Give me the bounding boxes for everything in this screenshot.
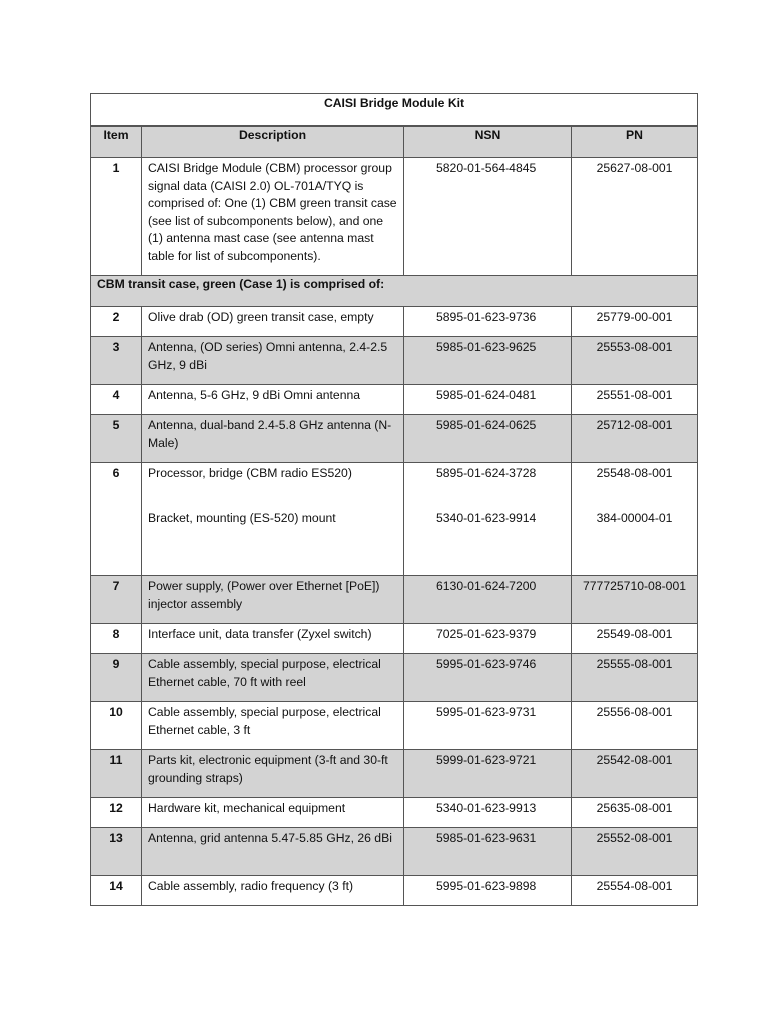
item-nsn-text: 5340-01-623-9913 — [436, 801, 537, 815]
header-pn: PN — [572, 126, 698, 158]
table-row — [91, 654, 698, 702]
item-pn-text: 25779-00-001 — [596, 310, 673, 324]
table-row — [91, 750, 698, 798]
item-number — [91, 798, 142, 828]
item-nsn-text: 5995-01-623-9731 — [436, 705, 537, 719]
item-nsn-text: 7025-01-623-9379 — [436, 627, 537, 641]
item-pn-text: 25712-08-001 — [596, 418, 673, 432]
item-nsn-sub-text: 5340-01-623-9914 — [436, 510, 537, 525]
item-description-text: Antenna, (OD series) Omni antenna, 2.4-2.5 GHz, 9 dBi — [148, 340, 388, 372]
item-nsn-text: 5985-01-623-9625 — [436, 340, 537, 354]
item-pn — [572, 624, 698, 654]
table-row — [91, 158, 698, 276]
caisi-kit-table — [90, 93, 698, 906]
item-pn-text: 25635-08-001 — [596, 801, 673, 815]
item-description — [142, 624, 404, 654]
item-description: CAISI Bridge Module (CBM) processor group signal data (CAISI 2.0) OL-701A/TYQ is comprised of: One (1) CBM green transit case (see list of subcomponents below), and one (1) antenna mast case (see antenna mast table for list of subcomponents). — [142, 158, 404, 276]
item-description — [142, 798, 404, 828]
item-nsn-text: 5895-01-624-3728 — [436, 466, 537, 480]
item-nsn: 5820-01-564-4845 — [404, 158, 572, 276]
item-number-text: 7 — [112, 579, 120, 593]
item-number — [91, 415, 142, 463]
item-pn — [572, 415, 698, 463]
item-number — [91, 828, 142, 876]
item-pn: 25627-08-001 — [572, 158, 698, 276]
table-row — [91, 624, 698, 654]
item-number-text: 2 — [112, 310, 120, 324]
item-nsn-text: 5985-01-624-0625 — [436, 418, 537, 432]
item-description-text: Processor, bridge (CBM radio ES520) — [148, 466, 352, 480]
item-pn — [572, 385, 698, 415]
table-row — [91, 798, 698, 828]
header-item: Item — [91, 126, 142, 158]
item-description — [142, 463, 404, 576]
item-pn — [572, 798, 698, 828]
item-description — [142, 654, 404, 702]
item-description-text: Parts kit, electronic equipment (3-ft and 30-ft grounding straps) — [148, 753, 388, 785]
table-title: CAISI Bridge Module Kit — [91, 94, 698, 127]
table-row — [91, 702, 698, 750]
item-number — [91, 576, 142, 624]
item-nsn — [404, 798, 572, 828]
item-description — [142, 750, 404, 798]
item-nsn-text: 6130-01-624-7200 — [436, 579, 537, 593]
item-nsn — [404, 463, 572, 576]
item-pn — [572, 702, 698, 750]
item-pn — [572, 576, 698, 624]
item-nsn-text: 5995-01-623-9746 — [436, 657, 537, 671]
header-description: Description — [142, 126, 404, 158]
item-number — [91, 385, 142, 415]
table-row — [91, 307, 698, 337]
header-row — [91, 126, 698, 158]
item-number — [91, 307, 142, 337]
item-number-text: 9 — [112, 657, 120, 671]
item-number-text: 8 — [112, 627, 120, 641]
table-row — [91, 828, 698, 876]
item-nsn — [404, 702, 572, 750]
item-description — [142, 576, 404, 624]
item-number-text: 5 — [112, 418, 120, 432]
table-row — [91, 337, 698, 385]
item-description-text: Cable assembly, special purpose, electrical Ethernet cable, 3 ft — [148, 705, 381, 737]
item-number — [91, 624, 142, 654]
item-number-text: 4 — [112, 388, 120, 402]
item-number-text: 10 — [109, 705, 123, 719]
item-pn-text: 25542-08-001 — [596, 753, 673, 767]
section-row — [91, 276, 698, 307]
item-pn — [572, 337, 698, 385]
item-description — [142, 307, 404, 337]
item-nsn-text: 5995-01-623-9898 — [436, 879, 537, 893]
item-number: 1 — [91, 158, 142, 276]
item-number-text: 14 — [109, 879, 123, 893]
item-description — [142, 702, 404, 750]
item-nsn — [404, 576, 572, 624]
item-nsn-text: 5895-01-623-9736 — [436, 310, 537, 324]
item-pn — [572, 876, 698, 906]
item-nsn — [404, 876, 572, 906]
item-pn — [572, 750, 698, 798]
item-number — [91, 702, 142, 750]
item-number — [91, 750, 142, 798]
item-pn-text: 25551-08-001 — [596, 388, 673, 402]
table-row — [91, 463, 698, 576]
item-nsn — [404, 337, 572, 385]
item-nsn-text: 5999-01-623-9721 — [436, 753, 537, 767]
item-pn-text: 25552-08-001 — [596, 831, 673, 845]
item-description — [142, 876, 404, 906]
item-number-text: 11 — [109, 753, 123, 767]
item-pn-sub-text: 384-00004-01 — [596, 510, 673, 525]
item-nsn — [404, 828, 572, 876]
item-pn — [572, 307, 698, 337]
item-description-text: Cable assembly, radio frequency (3 ft) — [148, 879, 354, 893]
item-number — [91, 876, 142, 906]
item-number-text: 6 — [112, 466, 120, 480]
item-pn — [572, 654, 698, 702]
item-nsn — [404, 750, 572, 798]
table-row — [91, 876, 698, 906]
header-nsn: NSN — [404, 126, 572, 158]
item-nsn — [404, 385, 572, 415]
item-description — [142, 415, 404, 463]
item-pn — [572, 463, 698, 576]
item-number — [91, 654, 142, 702]
item-description — [142, 337, 404, 385]
item-nsn-text: 5985-01-624-0481 — [436, 388, 537, 402]
item-pn-text: 25548-08-001 — [596, 466, 673, 480]
item-description-text: Olive drab (OD) green transit case, empty — [148, 310, 374, 324]
item-number-text: 12 — [109, 801, 123, 815]
item-pn-text: 25553-08-001 — [596, 340, 673, 354]
item-nsn — [404, 415, 572, 463]
item-pn-text: 777725710-08-001 — [583, 579, 687, 593]
table-row — [91, 385, 698, 415]
item-description — [142, 385, 404, 415]
item-pn-text: 25554-08-001 — [596, 879, 673, 893]
item-description — [142, 828, 404, 876]
item-number — [91, 463, 142, 576]
item-description-sub-text: Bracket, mounting (ES-520) mount — [148, 510, 336, 525]
item-description-text: Cable assembly, special purpose, electrical Ethernet cable, 70 ft with reel — [148, 657, 381, 689]
item-description-text: Antenna, dual-band 2.4-5.8 GHz antenna (N-Male) — [148, 418, 392, 450]
item-description-text: Power supply, (Power over Ethernet [PoE]) injector assembly — [148, 579, 380, 611]
item-number — [91, 337, 142, 385]
item-number-text: 13 — [109, 831, 123, 845]
item-nsn — [404, 654, 572, 702]
item-pn-text: 25556-08-001 — [596, 705, 673, 719]
item-nsn-text: 5985-01-623-9631 — [436, 831, 537, 845]
item-description-text: Antenna, grid antenna 5.47-5.85 GHz, 26 dBi — [148, 831, 392, 845]
item-nsn — [404, 624, 572, 654]
item-pn-text: 25549-08-001 — [596, 627, 673, 641]
table-row — [91, 576, 698, 624]
item-description-text: Interface unit, data transfer (Zyxel switch) — [148, 627, 372, 641]
item-description-text: Hardware kit, mechanical equipment — [148, 801, 346, 815]
item-number-text: 3 — [112, 340, 120, 354]
section-heading: CBM transit case, green (Case 1) is comprised of: — [91, 276, 698, 307]
table-row — [91, 415, 698, 463]
item-pn — [572, 828, 698, 876]
item-description-text: Antenna, 5-6 GHz, 9 dBi Omni antenna — [148, 388, 361, 402]
item-nsn — [404, 307, 572, 337]
item-pn-text: 25555-08-001 — [596, 657, 673, 671]
